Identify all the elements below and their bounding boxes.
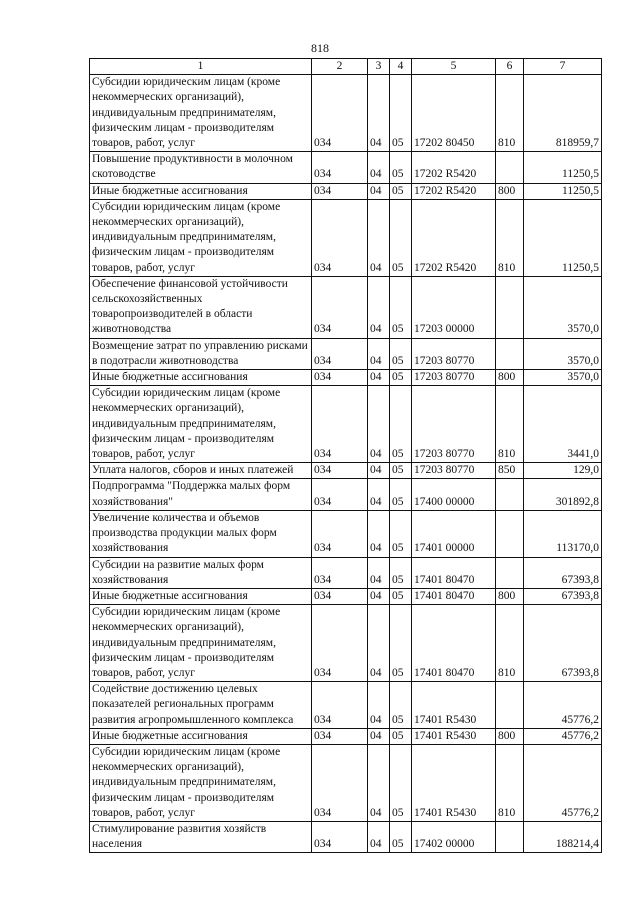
subsection-code-cell: 05 (390, 728, 412, 744)
section-code-cell: 04 (368, 479, 390, 510)
row-name-cell: Субсидии юридическим лицам (кроме некоммерческих организаций), индивидуальным предпринимателям, физическим лицам - производителям товаров, работ, услуг (90, 75, 312, 152)
section-code-cell: 04 (368, 338, 390, 369)
table-row (90, 370, 602, 386)
subsection-code-cell: 05 (390, 557, 412, 588)
expense-type-cell (496, 821, 524, 852)
section-code-cell: 04 (368, 588, 390, 604)
subsection-code-cell: 05 (390, 479, 412, 510)
department-code-cell: 034 (312, 276, 368, 338)
amount-cell: 818959,7 (524, 75, 602, 152)
column-header: 4 (390, 59, 412, 75)
row-name-cell: Субсидии юридическим лицам (кроме некоммерческих организаций), индивидуальным предпринимателям, физическим лицам - производителям товаров, работ, услуг (90, 199, 312, 276)
amount-cell: 67393,8 (524, 588, 602, 604)
table-row (90, 479, 602, 510)
expense-type-cell (496, 152, 524, 183)
department-code-cell: 034 (312, 557, 368, 588)
subsection-code-cell: 05 (390, 183, 412, 199)
expense-type-cell (496, 510, 524, 557)
table-row (90, 588, 602, 604)
row-name-cell: Повышение продуктивности в молочном скотоводстве (90, 152, 312, 183)
section-code-cell: 04 (368, 199, 390, 276)
table-header-row (90, 59, 602, 75)
subsection-code-cell: 05 (390, 682, 412, 729)
expense-type-cell (496, 557, 524, 588)
table-row (90, 821, 602, 852)
expense-type-cell: 800 (496, 588, 524, 604)
expense-type-cell: 850 (496, 463, 524, 479)
amount-cell: 129,0 (524, 463, 602, 479)
page-number: 818 (311, 41, 329, 55)
table-row (90, 199, 602, 276)
section-code-cell: 04 (368, 152, 390, 183)
subsection-code-cell: 05 (390, 588, 412, 604)
table-row (90, 728, 602, 744)
row-name-cell: Уплата налогов, сборов и иных платежей (90, 463, 312, 479)
subsection-code-cell: 05 (390, 276, 412, 338)
row-name-cell: Иные бюджетные ассигнования (90, 370, 312, 386)
section-code-cell: 04 (368, 682, 390, 729)
target-article-cell: 17203 80770 (412, 370, 496, 386)
expense-type-cell: 810 (496, 75, 524, 152)
table-row (90, 183, 602, 199)
amount-cell: 3441,0 (524, 386, 602, 463)
table-row (90, 338, 602, 369)
row-name-cell: Содействие достижению целевых показателей региональных программ развития агропромышленного комплекса (90, 682, 312, 729)
target-article-cell: 17401 00000 (412, 510, 496, 557)
expense-type-cell: 810 (496, 744, 524, 821)
table-row (90, 744, 602, 821)
section-code-cell: 04 (368, 75, 390, 152)
target-article-cell: 17202 R5420 (412, 183, 496, 199)
section-code-cell: 04 (368, 821, 390, 852)
target-article-cell: 17402 00000 (412, 821, 496, 852)
target-article-cell: 17401 80470 (412, 557, 496, 588)
department-code-cell: 034 (312, 744, 368, 821)
amount-cell: 45776,2 (524, 728, 602, 744)
subsection-code-cell: 05 (390, 510, 412, 557)
budget-table (89, 58, 602, 853)
target-article-cell: 17202 80450 (412, 75, 496, 152)
subsection-code-cell: 05 (390, 75, 412, 152)
amount-cell: 113170,0 (524, 510, 602, 557)
row-name-cell: Стимулирование развития хозяйств населения (90, 821, 312, 852)
target-article-cell: 17203 80770 (412, 338, 496, 369)
row-name-cell: Иные бюджетные ассигнования (90, 728, 312, 744)
amount-cell: 67393,8 (524, 557, 602, 588)
subsection-code-cell: 05 (390, 386, 412, 463)
amount-cell: 67393,8 (524, 605, 602, 682)
department-code-cell: 034 (312, 370, 368, 386)
column-header: 5 (412, 59, 496, 75)
department-code-cell: 034 (312, 479, 368, 510)
subsection-code-cell: 05 (390, 370, 412, 386)
subsection-code-cell: 05 (390, 821, 412, 852)
section-code-cell: 04 (368, 728, 390, 744)
amount-cell: 11250,5 (524, 183, 602, 199)
expense-type-cell: 810 (496, 386, 524, 463)
amount-cell: 45776,2 (524, 682, 602, 729)
section-code-cell: 04 (368, 744, 390, 821)
row-name-cell: Увеличение количества и объемов производства продукции малых форм хозяйствования (90, 510, 312, 557)
amount-cell: 3570,0 (524, 276, 602, 338)
amount-cell: 11250,5 (524, 199, 602, 276)
department-code-cell: 034 (312, 463, 368, 479)
target-article-cell: 17401 80470 (412, 605, 496, 682)
row-name-cell: Субсидии юридическим лицам (кроме некоммерческих организаций), индивидуальным предпринимателям, физическим лицам - производителям товаров, работ, услуг (90, 605, 312, 682)
amount-cell: 188214,4 (524, 821, 602, 852)
subsection-code-cell: 05 (390, 152, 412, 183)
subsection-code-cell: 05 (390, 338, 412, 369)
department-code-cell: 034 (312, 682, 368, 729)
target-article-cell: 17202 R5420 (412, 199, 496, 276)
row-name-cell: Субсидии юридическим лицам (кроме некоммерческих организаций), индивидуальным предпринимателям, физическим лицам - производителям товаров, работ, услуг (90, 744, 312, 821)
subsection-code-cell: 05 (390, 744, 412, 821)
expense-type-cell: 800 (496, 728, 524, 744)
target-article-cell: 17401 80470 (412, 588, 496, 604)
column-header: 7 (524, 59, 602, 75)
section-code-cell: 04 (368, 510, 390, 557)
department-code-cell: 034 (312, 199, 368, 276)
amount-cell: 3570,0 (524, 370, 602, 386)
department-code-cell: 034 (312, 728, 368, 744)
amount-cell: 301892,8 (524, 479, 602, 510)
target-article-cell: 17401 R5430 (412, 728, 496, 744)
subsection-code-cell: 05 (390, 199, 412, 276)
department-code-cell: 034 (312, 588, 368, 604)
section-code-cell: 04 (368, 463, 390, 479)
expense-type-cell (496, 276, 524, 338)
section-code-cell: 04 (368, 183, 390, 199)
row-name-cell: Субсидии юридическим лицам (кроме некоммерческих организаций), индивидуальным предпринимателям, физическим лицам - производителям товаров, работ, услуг (90, 386, 312, 463)
row-name-cell: Возмещение затрат по управлению рисками в подотрасли животноводства (90, 338, 312, 369)
column-header: 6 (496, 59, 524, 75)
section-code-cell: 04 (368, 605, 390, 682)
table-row (90, 463, 602, 479)
amount-cell: 3570,0 (524, 338, 602, 369)
row-name-cell: Иные бюджетные ассигнования (90, 588, 312, 604)
table-row (90, 75, 602, 152)
section-code-cell: 04 (368, 386, 390, 463)
department-code-cell: 034 (312, 510, 368, 557)
target-article-cell: 17203 80770 (412, 386, 496, 463)
target-article-cell: 17203 00000 (412, 276, 496, 338)
amount-cell: 11250,5 (524, 152, 602, 183)
column-header: 2 (312, 59, 368, 75)
table-row (90, 682, 602, 729)
target-article-cell: 17401 R5430 (412, 744, 496, 821)
table-row (90, 605, 602, 682)
target-article-cell: 17400 00000 (412, 479, 496, 510)
row-name-cell: Иные бюджетные ассигнования (90, 183, 312, 199)
expense-type-cell (496, 338, 524, 369)
section-code-cell: 04 (368, 370, 390, 386)
expense-type-cell (496, 682, 524, 729)
target-article-cell: 17401 R5430 (412, 682, 496, 729)
row-name-cell: Подпрограмма "Поддержка малых форм хозяйствования" (90, 479, 312, 510)
table-row (90, 557, 602, 588)
target-article-cell: 17202 R5420 (412, 152, 496, 183)
amount-cell: 45776,2 (524, 744, 602, 821)
section-code-cell: 04 (368, 557, 390, 588)
department-code-cell: 034 (312, 821, 368, 852)
department-code-cell: 034 (312, 605, 368, 682)
department-code-cell: 034 (312, 152, 368, 183)
table-row (90, 152, 602, 183)
subsection-code-cell: 05 (390, 605, 412, 682)
expense-type-cell: 800 (496, 183, 524, 199)
table-row (90, 276, 602, 338)
column-header: 1 (90, 59, 312, 75)
department-code-cell: 034 (312, 338, 368, 369)
expense-type-cell: 810 (496, 199, 524, 276)
expense-type-cell (496, 479, 524, 510)
row-name-cell: Субсидии на развитие малых форм хозяйствования (90, 557, 312, 588)
column-header: 3 (368, 59, 390, 75)
subsection-code-cell: 05 (390, 463, 412, 479)
expense-type-cell: 800 (496, 370, 524, 386)
table-row (90, 510, 602, 557)
section-code-cell: 04 (368, 276, 390, 338)
row-name-cell: Обеспечение финансовой устойчивости сельскохозяйственных товаропроизводителей в области животноводства (90, 276, 312, 338)
department-code-cell: 034 (312, 386, 368, 463)
table-row (90, 386, 602, 463)
department-code-cell: 034 (312, 75, 368, 152)
expense-type-cell: 810 (496, 605, 524, 682)
department-code-cell: 034 (312, 183, 368, 199)
target-article-cell: 17203 80770 (412, 463, 496, 479)
